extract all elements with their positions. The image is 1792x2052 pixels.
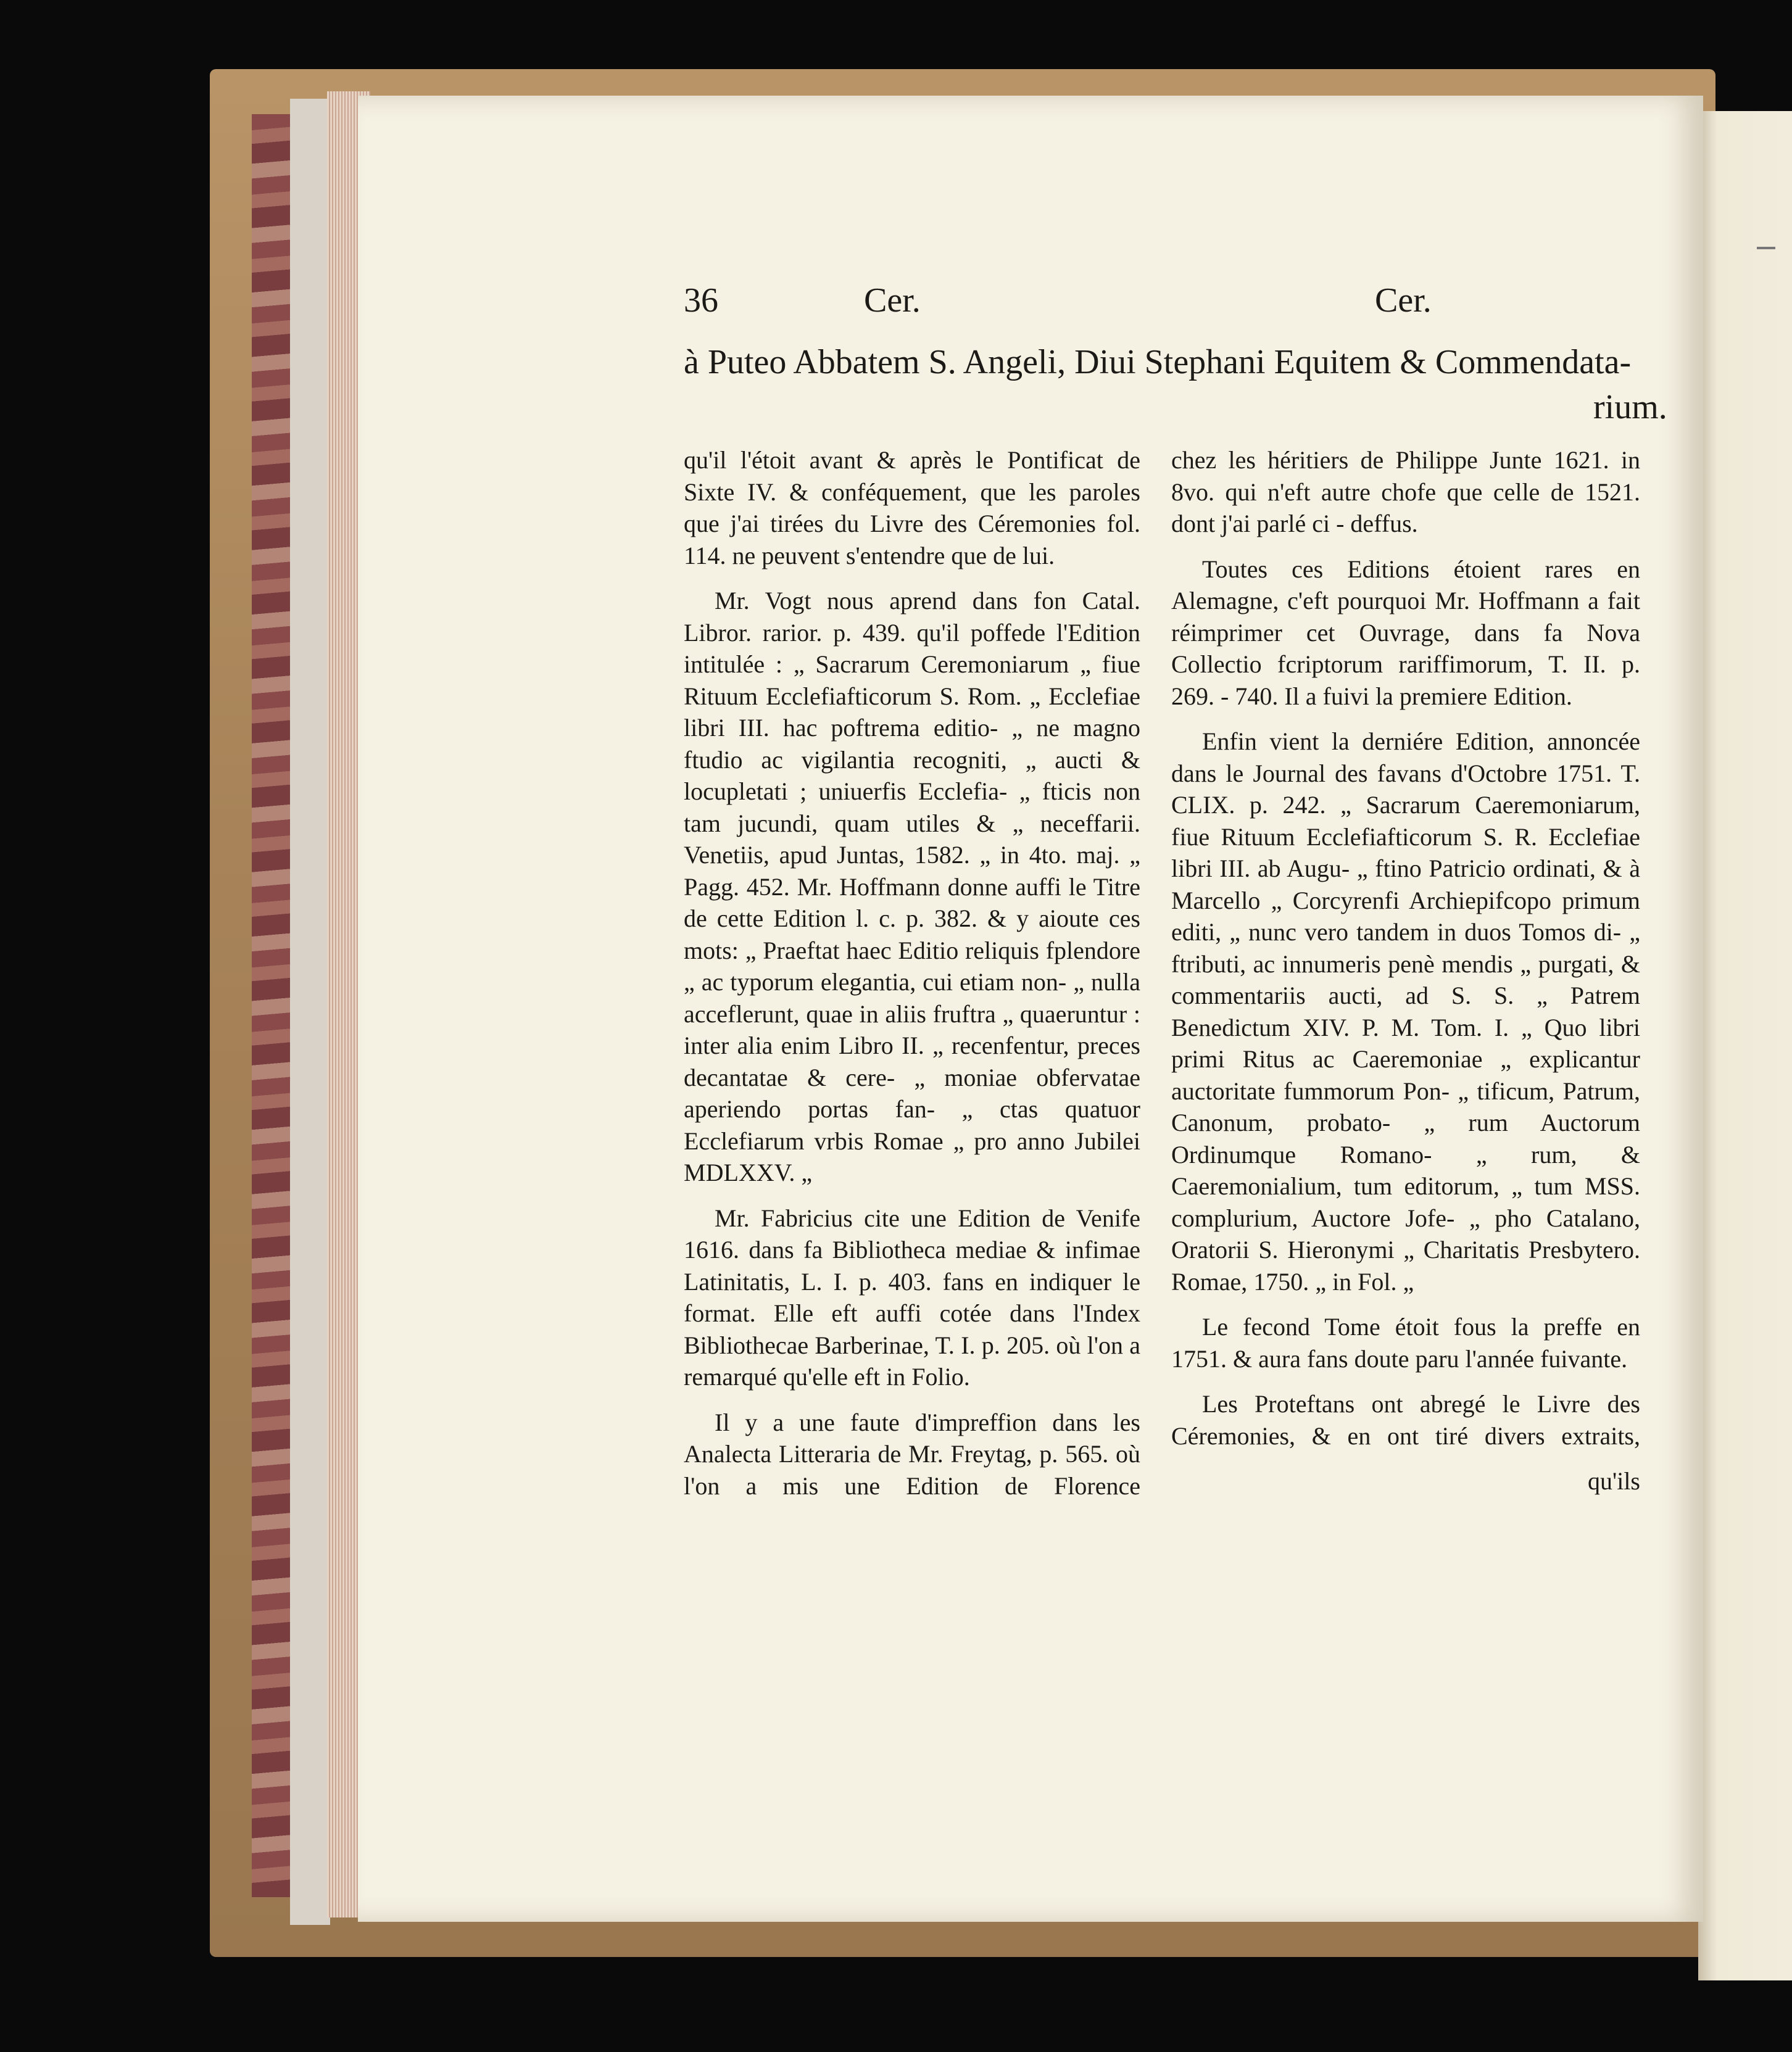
left-paragraph-3: Mr. Fabricius cite une Edition de Venife 1616. dans fa Bibliotheca mediae & infimae Latinitatis, L. I. p. 403. fans en indiquer le format. Elle eft auffi cotée dans l'Index Bibliothecae Barberinae, T. I. p. 205. où l'on a remarqué qu'elle eft in Folio. (684, 1204, 1140, 1391)
left-paragraph-1: qu'il l'étoit avant & après le Pontificat de Sixte IV. & conféquement, que les paroles que j'ai tirées du Livre des Céremonies fol. 114. ne peuvent s'entendre que de lui. (684, 446, 1140, 569)
catchword: qu'ils (1588, 1467, 1640, 1495)
title-line-continuation: rium. (1593, 388, 1667, 426)
endpaper (290, 99, 330, 1925)
running-head-left: Cer. (864, 281, 921, 320)
marbled-edge (252, 114, 295, 1897)
running-head-right: Cer. (1375, 281, 1432, 320)
right-paragraph-4: Le fecond Tome étoit fous la preffe en 1751. & aura fans doute paru l'année fuivante. (1171, 1313, 1640, 1373)
title-line: à Puteo Abbatem S. Angeli, Diui Stephani Equitem & Commendata- (684, 343, 1632, 381)
left-column (684, 444, 1140, 1515)
right-paragraph-5: Les Proteftans ont abregé le Livre des Céremonies, & en ont tiré divers extraits, (1171, 1390, 1640, 1450)
facing-page-edge (1698, 111, 1792, 1980)
right-paragraph-3: Enfin vient la derniére Edition, annoncée dans le Journal des favans d'Octobre 1751. T. CLIX. p. 242. „ Sacrarum Caeremoniarum, fiue Rituum Ecclefiafticorum S. R. Ecclefiae libri III. ab Augu- „ ftino Patricio ordinati, & à Marcello „ Corcyrenfi Archiepifcopo primum editi, „ nunc vero tandem in duos Tomos di- „ ftributi, ac innumeris penè mendis „ purgati, & commentariis aucti, ad S. S. „ Patrem Benedictum XIV. P. M. Tom. I. „ Quo libri primi Ritus ac Caeremoniae „ explicantur auctoritate fummorum Pon- „ tificum, Patrum, Canonum, probato- „ rum Auctorum Ordinumque Romano- „ rum, & Caeremonialium, tum editorum, „ tum MSS. complurium, Auctore Jofe- „ pho Catalano, Oratorii S. Hieronymi „ Charitatis Presbytero. Romae, 1750. „ in Fol. „ (1171, 727, 1640, 1296)
right-column (1171, 444, 1640, 1511)
right-paragraph-2: Toutes ces Editions étoient rares en Alemagne, c'eft pourquoi Mr. Hoffmann a fait réimprimer cet Ouvrage, dans fa Nova Collectio fcriptorum rariffimorum, T. II. p. 269. - 740. Il a fuivi la premiere Edition. (1171, 555, 1640, 710)
left-paragraph-4: Il y a une faute d'impreffion dans les Analecta Litteraria de Mr. Freytag, p. 565. où l'on a mis une Edition de Florence (684, 1408, 1140, 1500)
page-number: 36 (684, 281, 718, 320)
left-paragraph-2: Mr. Vogt nous aprend dans fon Catal. Libror. rarior. p. 439. qu'il poffede l'Edition intitulée : „ Sacrarum Ceremoniarum „ fiue Rituum Ecclefiafticorum S. Rom. „ Ecclefiae libri III. hac poftrema editio- „ ne magno ftudio ac vigilantia recogniti, „ aucti & locupletati ; uniuerfis Ecclefia- „ fticis non tam jucundi, quam utiles & „ neceffarii. Venetiis, apud Juntas, 1582. „ in 4to. maj. „ Pagg. 452. Mr. Hoffmann donne auffi le Titre de cette Edition l. c. p. 382. & y aioute ces mots: „ Praeftat haec Editio reliquis fplendore „ ac typorum elegantia, cui etiam non- „ nulla acceflerunt, quae in aliis fruftra „ quaeruntur : inter alia enim Libro II. „ recenfentur, preces decantatae & cere- „ moniae obfervatae aperiendo portas fan- „ ctas quatuor Ecclefiarum vrbis Romae „ pro anno Jubilei MDLXXV. „ (684, 587, 1140, 1186)
right-paragraph-1: chez les héritiers de Philippe Junte 1621. in 8vo. qui n'eft autre chofe que celle de 1521. dont j'ai parlé ci - deffus. (1171, 446, 1640, 537)
